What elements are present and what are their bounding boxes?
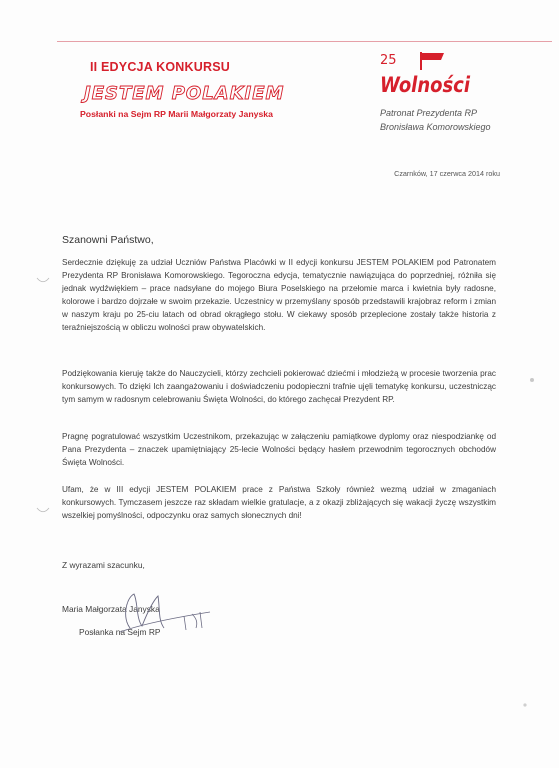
flag-pole	[420, 52, 422, 70]
paragraph-congratulations: Pragnę pogratulować wszystkim Uczestnikom, przekazując w załączeniu pamiątkowe dyplomy oraz niespodziankę od Pana Prezydenta – znaczek upamiętniający 25-lecie Wolności będący hasłem przewodnim tegorocznych obchodów Święta Wolności.	[62, 432, 496, 467]
paragraph-wishes: Ufam, że w III edycji JESTEM POLAKIEM prace z Państwa Szkoły również wezmą udział w zmaganiach konkursowych. Tymczasem jeszcze raz składam wielkie gratulacje, a z okazji zbliżających się wakacji życzę wszystkim wszelkiej pomyślności, odpoczynku oraz samych słonecznych dni!	[62, 485, 496, 520]
signer-title: Posłanka na Sejm RP	[79, 627, 161, 637]
salutation: Szanowni Państwo,	[62, 234, 154, 246]
signer-name: Maria Małgorzata Janyska	[62, 604, 160, 614]
sponsor-line: Posłanki na Sejm RP Marii Małgorzaty Janyska	[80, 109, 273, 119]
patron-line-2: Bronisława Komorowskiego	[380, 122, 491, 132]
anniversary-number: 25	[380, 53, 397, 68]
punch-hole-mark	[36, 276, 50, 284]
scan-speck	[527, 375, 537, 385]
punch-hole-mark	[36, 506, 50, 514]
handwritten-signature	[112, 588, 212, 640]
anniversary-word: Wolności	[380, 73, 471, 97]
contest-edition-title: II EDYCJA KONKURSU	[90, 60, 230, 74]
place-date: Czarnków, 17 czerwca 2014 roku	[394, 169, 500, 178]
contest-logo-text: JESTEM POLAKIEM	[84, 83, 285, 104]
patron-line-1: Patronat Prezydenta RP	[380, 108, 478, 118]
header-rule	[57, 41, 552, 42]
anniversary-logo	[378, 50, 474, 102]
paragraph-teachers: Podziękowania kieruję także do Nauczycieli, którzy zechcieli pokierować dziećmi i młodzieżą w procesie tworzenia prac konkursowych. To dzięki Ich zaangażowaniu i doświadczeniu podopieczni trafnie ujęli tematykę konkursu, uczestnicząc tym samym w radosnym celebrowaniu Święta Wolności, do którego zachęcał Prezydent RP.	[62, 369, 496, 404]
scan-speck	[520, 700, 530, 710]
patronage	[380, 106, 491, 134]
contest-logo	[82, 80, 285, 104]
flag-icon	[422, 53, 444, 60]
paragraph-thanks: Serdecznie dziękuję za udział Uczniów Państwa Placówki w II edycji konkursu JESTEM POLAKIEM pod Patronatem Prezydenta RP Bronisława Komorowskiego. Tegoroczna edycja, tematycznie nawiązująca do poprzedniej, różniła się jednak wydźwiękiem – prace nadsyłane do mojego Biura Poselskiego na przełomie marca i kwietnia były radosne, kolorowe i bardzo dojrzałe w swoim przekazie. Uczestnicy w przemyślany sposób przedstawili krajobraz reform i zmian w naszym kraju po 25-ciu latach od obrad okrągłego stołu. W ciekawy sposób przeplecione zostały także historia z teraźniejszością w obliczu wolności praw obywatelskich.	[62, 258, 496, 332]
closing: Z wyrazami szacunku,	[62, 560, 145, 570]
